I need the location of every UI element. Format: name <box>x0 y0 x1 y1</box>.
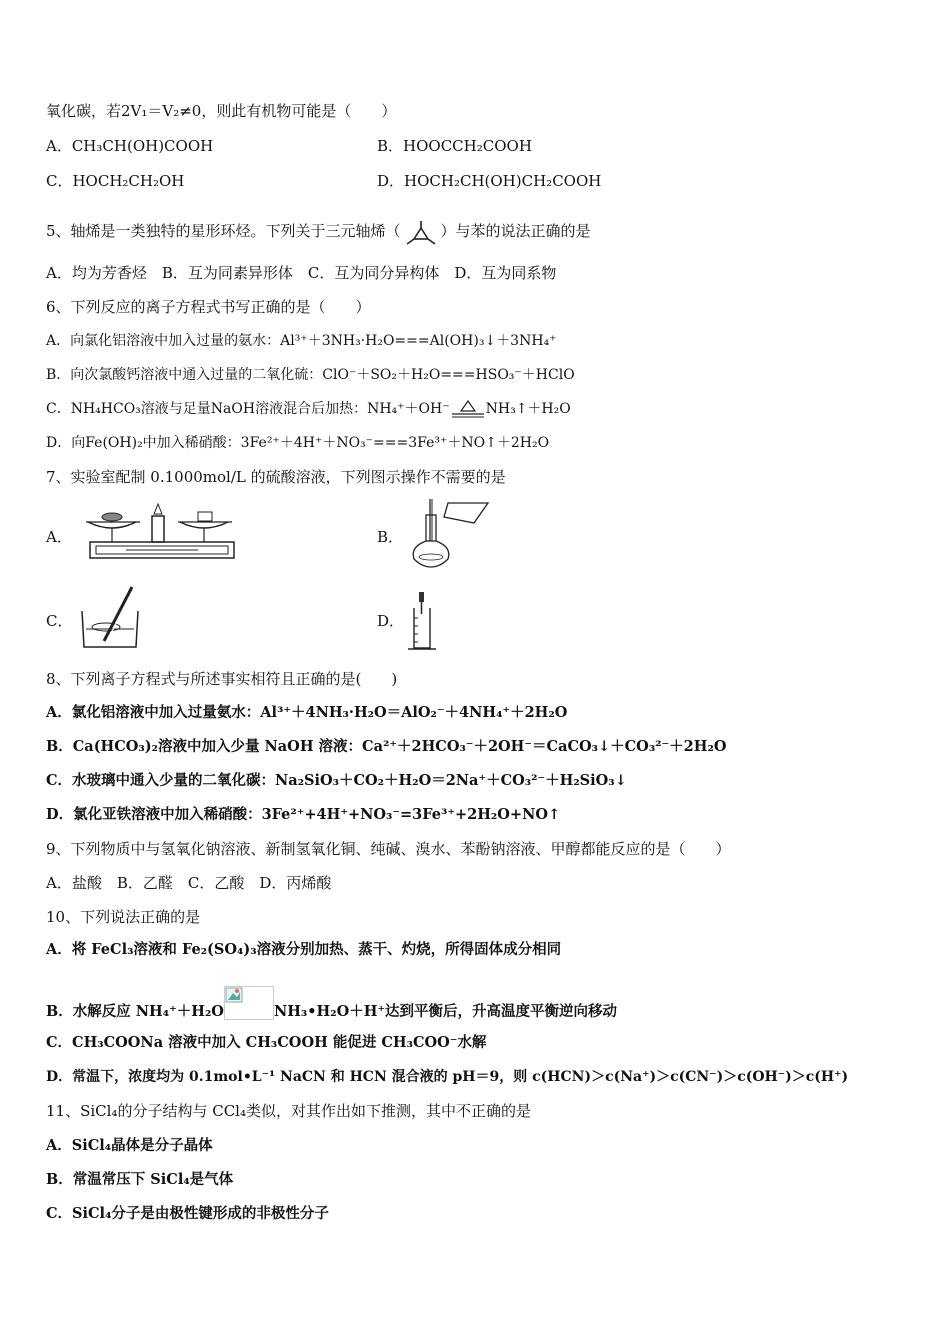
q6c-text-post: NH₃↑＋H₂O <box>485 401 571 417</box>
q7-label-d: D． <box>377 612 405 630</box>
q10-option-d: D．常温下，浓度均为 0.1mol•L⁻¹ NaCN 和 HCN 混合液的 pH＝9，则 c(HCN)＞c(Na⁺)＞c(CN⁻)＞c(OH⁻)＞c(H⁺) <box>46 1069 849 1085</box>
q6-option-c <box>46 399 571 419</box>
q8-option-a: A．氯化铝溶液中加入过量氨水：Al³⁺＋4NH₃·H₂O＝AlO₂⁻＋4NH₄⁺＋2H₂O <box>46 704 568 721</box>
q7-label-a: A． <box>46 528 72 546</box>
q7-label-b: B． <box>377 528 404 546</box>
q5-options: A．均为芳香烃 B．互为同素异形体 C．互为同分异构体 D．互为同系物 <box>46 264 557 282</box>
q10b-text-post: NH₃•H₂O＋H⁺达到平衡后，升高温度平衡逆向移动 <box>273 1003 618 1020</box>
question-9: 9、下列物质中与氢氧化钠溶液、新制氢氧化铜、纯碱、溴水、苯酚钠溶液、甲醇都能反应的是（ ） <box>46 840 731 858</box>
q11-option-b: B．常温常压下 SiCl₄是气体 <box>46 1171 234 1188</box>
q6-option-b: B．向次氯酸钙溶液中通入过量的二氧化硫：ClO⁻＋SO₂＋H₂O===HSO₃⁻＋HClO <box>46 367 575 383</box>
question-6: 6、下列反应的离子方程式书写正确的是（ ） <box>46 298 371 316</box>
volumetric-flask-icon <box>408 497 492 569</box>
q9-options: A．盐酸 B．乙醛 C．乙酸 D．丙烯酸 <box>46 874 332 892</box>
q11-option-a: A．SiCl₄晶体是分子晶体 <box>46 1137 213 1154</box>
graduated-cylinder-icon <box>404 590 444 652</box>
q10-option-a: A．将 FeCl₃溶液和 Fe₂(SO₄)₃溶液分别加热、蒸干、灼烧，所得固体成分相同 <box>46 941 562 958</box>
heating-triangle-icon <box>450 399 486 419</box>
beaker-stirring-icon <box>78 585 144 651</box>
q4-option-b: B．HOOCCH₂COOH <box>377 137 532 155</box>
q8-option-d: D．氯化亚铁溶液中加入稀硝酸：3Fe²⁺+4H⁺+NO₃⁻=3Fe³⁺+2H₂O+NO↑ <box>46 806 561 823</box>
q10-option-c: C．CH₃COONa 溶液中加入 CH₃COOH 能促进 CH₃COO⁻水解 <box>46 1034 487 1051</box>
q8-option-c: C．水玻璃中通入少量的二氧化碳：Na₂SiO₃＋CO₂＋H₂O＝2Na⁺＋CO₃²⁻＋H₂SiO₃↓ <box>46 772 627 789</box>
q4-option-d: D．HOCH₂CH(OH)CH₂COOH <box>377 172 602 190</box>
q7-label-c: C． <box>46 612 73 630</box>
question-7: 7、实验室配制 0.1000mol/L 的硫酸溶液，下列图示操作不需要的是 <box>46 468 506 486</box>
question-8: 8、下列离子方程式与所述事实相符且正确的是( ) <box>46 670 398 688</box>
q10-option-b <box>46 986 617 1022</box>
question-4-tail: 氧化碳，若2V₁＝V₂≠0，则此有机物可能是（ ） <box>46 102 397 120</box>
balance-scale-icon <box>82 500 242 564</box>
triaxial-ene-icon <box>401 217 441 247</box>
question-11: 11、SiCl₄的分子结构与 CCl₄类似，对其作出如下推测，其中不正确的是 <box>46 1102 531 1120</box>
q11-option-c: C．SiCl₄分子是由极性键形成的非极性分子 <box>46 1205 329 1222</box>
q5-text-post: ）与苯的说法正确的是 <box>440 222 591 240</box>
q6-option-d: D．向Fe(OH)₂中加入稀硝酸：3Fe²⁺＋4H⁺＋NO₃⁻===3Fe³⁺＋NO↑＋2H₂O <box>46 435 550 451</box>
q6-option-a: A．向氯化铝溶液中加入过量的氨水：Al³⁺＋3NH₃·H₂O===Al(OH)₃↓＋3NH₄⁺ <box>46 333 557 349</box>
q4-option-a: A．CH₃CH(OH)COOH <box>46 137 214 155</box>
q4-option-c: C．HOCH₂CH₂OH <box>46 172 185 190</box>
question-10: 10、下列说法正确的是 <box>46 908 201 926</box>
q8-option-b: B．Ca(HCO₃)₂溶液中加入少量 NaOH 溶液：Ca²⁺＋2HCO₃⁻＋2OH⁻＝CaCO₃↓＋CO₃²⁻＋2H₂O <box>46 738 727 755</box>
q6c-text-pre: C．NH₄HCO₃溶液与足量NaOH溶液混合后加热：NH₄⁺＋OH⁻ <box>46 401 450 417</box>
q5-text-pre: 5、轴烯是一类独特的星形环烃。下列关于三元轴烯（ <box>46 222 401 240</box>
question-5 <box>46 217 591 247</box>
broken-image-icon <box>224 986 274 1020</box>
q10b-text-pre: B．水解反应 NH₄⁺＋H₂O <box>46 1003 224 1020</box>
